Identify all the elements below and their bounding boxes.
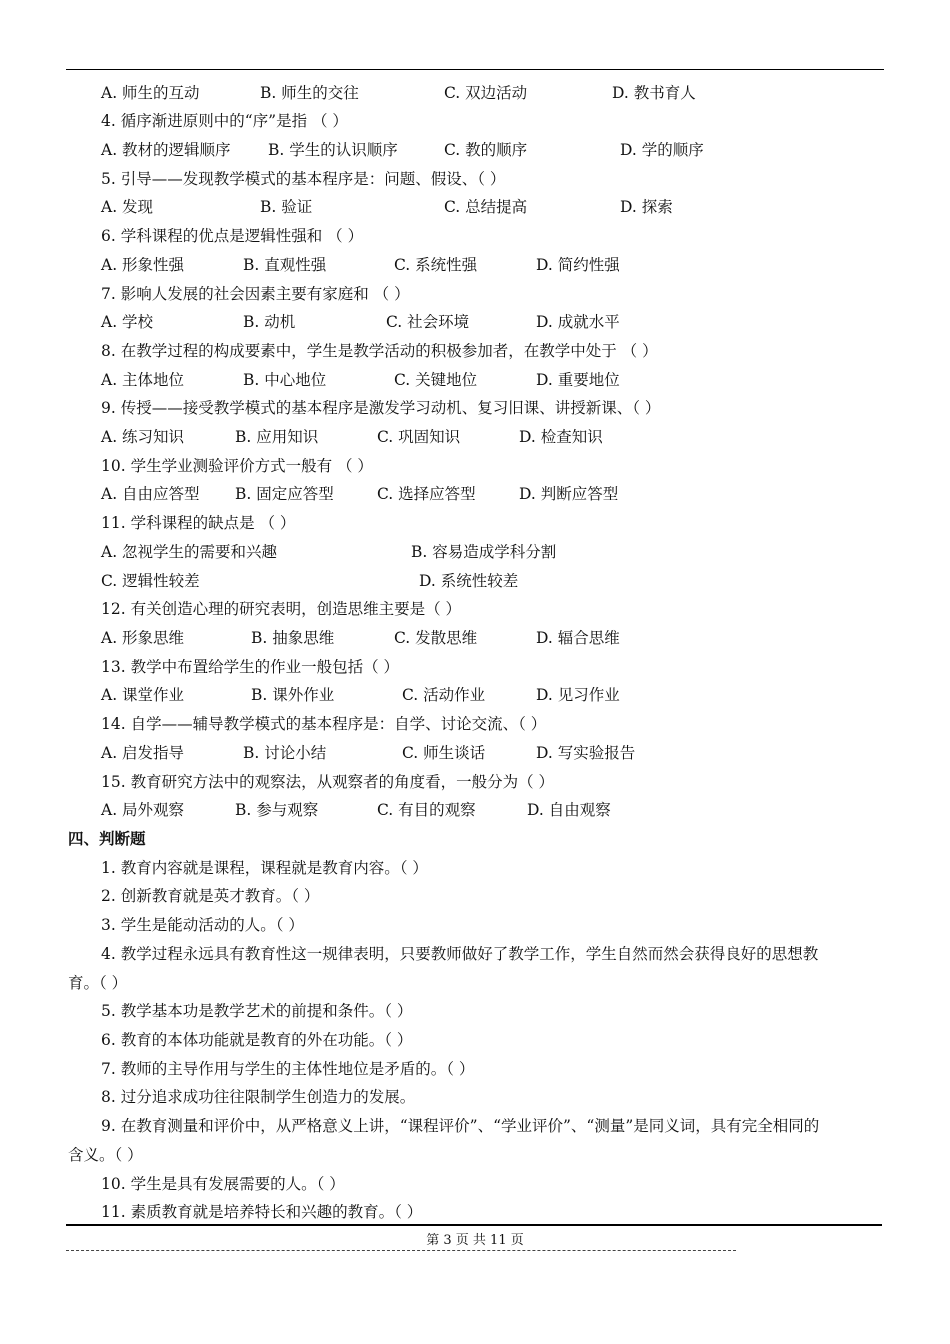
answer-option: B. 中心地位 (243, 371, 327, 389)
answer-option: A. 形象性强 (101, 256, 185, 274)
question-text: 10. 学生学业测验评价方式一般有 （ ） (101, 457, 373, 475)
answer-option: B. 参与观察 (235, 801, 319, 819)
cut-line (66, 1250, 736, 1251)
answer-option: C. 师生谈话 (402, 744, 486, 762)
question-text: 15. 教育研究方法中的观察法，从观察者的角度看，一般分为（ ） (101, 773, 555, 791)
question-text: 11. 学科课程的缺点是 （ ） (101, 514, 296, 532)
question-text: 2. 创新教育就是英才教育。（ ） (101, 887, 320, 905)
answer-option: A. 主体地位 (101, 371, 185, 389)
answer-option: D. 写实验报告 (536, 744, 636, 762)
answer-option: A. 形象思维 (101, 629, 185, 647)
answer-option: A. 学校 (101, 313, 154, 331)
header-rule (66, 69, 884, 70)
answer-option: B. 应用知识 (235, 428, 319, 446)
answer-option: D. 重要地位 (536, 371, 620, 389)
answer-option: B. 动机 (243, 313, 296, 331)
answer-option: C. 巩固知识 (377, 428, 461, 446)
answer-option: B. 讨论小结 (243, 744, 327, 762)
answer-option: B. 学生的认识顺序 (268, 141, 398, 159)
question-text: 4. 循序渐进原则中的“序”是指 （ ） (101, 112, 348, 130)
answer-option: C. 总结提高 (444, 198, 528, 216)
section-heading: 四、判断题 (68, 829, 146, 848)
answer-option: D. 学的顺序 (620, 141, 704, 159)
answer-option: B. 抽象思维 (251, 629, 335, 647)
answer-option: D. 辐合思维 (536, 629, 620, 647)
question-text: 1. 教育内容就是课程，课程就是教育内容。（ ） (101, 859, 428, 877)
answer-option: D. 自由观察 (527, 801, 611, 819)
question-text: 6. 学科课程的优点是逻辑性强和 （ ） (101, 227, 364, 245)
question-text: 5. 教学基本功是教学艺术的前提和条件。（ ） (101, 1002, 413, 1020)
answer-option: D. 见习作业 (536, 686, 620, 704)
answer-option: C. 活动作业 (402, 686, 486, 704)
question-text: 13. 教学中布置给学生的作业一般包括（ ） (101, 658, 400, 676)
answer-option: A. 局外观察 (101, 801, 185, 819)
answer-option: D. 系统性较差 (419, 572, 519, 590)
question-text: 7. 影响人发展的社会因素主要有家庭和 （ ） (101, 285, 410, 303)
answer-option: C. 选择应答型 (377, 485, 476, 503)
question-text: 5. 引导——发现教学模式的基本程序是：问题、假设、（ ） (101, 170, 506, 188)
answer-option: A. 课堂作业 (101, 686, 185, 704)
answer-option: D. 教书育人 (612, 84, 696, 102)
question-text: 3. 学生是能动活动的人。（ ） (101, 916, 304, 934)
answer-option: A. 启发指导 (101, 744, 185, 762)
answer-option: C. 发散思维 (394, 629, 478, 647)
answer-option: D. 简约性强 (536, 256, 620, 274)
answer-option: D. 探索 (620, 198, 673, 216)
answer-option: C. 系统性强 (394, 256, 478, 274)
question-text: 育。（ ） (68, 974, 128, 992)
answer-option: C. 社会环境 (386, 313, 470, 331)
question-text: 14. 自学——辅导教学模式的基本程序是：自学、讨论交流、（ ） (101, 715, 547, 733)
answer-option: C. 教的顺序 (444, 141, 528, 159)
page-footer (0, 1233, 950, 1249)
question-text: 7. 教师的主导作用与学生的主体性地位是矛盾的。（ ） (101, 1060, 475, 1078)
answer-option: D. 成就水平 (536, 313, 620, 331)
question-text: 9. 传授——接受教学模式的基本程序是激发学习动机、复习旧课、讲授新课、（ ） (101, 399, 661, 417)
question-text: 8. 在教学过程的构成要素中，学生是教学活动的积极参加者，在教学中处于 （ ） (101, 342, 658, 360)
answer-option: B. 师生的交往 (260, 84, 359, 102)
answer-option: B. 课外作业 (251, 686, 335, 704)
answer-option: C. 双边活动 (444, 84, 528, 102)
answer-option: C. 关键地位 (394, 371, 478, 389)
answer-option: A. 发现 (101, 198, 154, 216)
answer-option: A. 忽视学生的需要和兴趣 (101, 543, 278, 561)
answer-option: A. 教材的逻辑顺序 (101, 141, 231, 159)
answer-option: C. 有目的观察 (377, 801, 476, 819)
answer-option: A. 练习知识 (101, 428, 185, 446)
answer-option: B. 固定应答型 (235, 485, 334, 503)
answer-option: C. 逻辑性较差 (101, 572, 200, 590)
question-text: 12. 有关创造心理的研究表明，创造思维主要是（ ） (101, 600, 462, 618)
question-text: 11. 素质教育就是培养特长和兴趣的教育。（ ） (101, 1203, 423, 1221)
answer-option: D. 判断应答型 (519, 485, 619, 503)
question-text: 10. 学生是具有发展需要的人。（ ） (101, 1175, 345, 1193)
answer-option: D. 检查知识 (519, 428, 603, 446)
answer-option: A. 师生的互动 (101, 84, 200, 102)
question-text: 4. 教学过程永远具有教育性这一规律表明，只要教师做好了教学工作，学生自然而然会获得良好的思想教 (101, 945, 819, 963)
question-text: 含义。（ ） (68, 1146, 143, 1164)
answer-option: B. 验证 (260, 198, 313, 216)
answer-option: B. 直观性强 (243, 256, 327, 274)
question-text: 8. 过分追求成功往往限制学生创造力的发展。 (101, 1088, 416, 1106)
question-text: 9. 在教育测量和评价中，从严格意义上讲，“课程评价”、“学业评价”、“测量”是同义词，具有完全相同的 (101, 1117, 820, 1135)
answer-option: B. 容易造成学科分割 (411, 543, 557, 561)
footer-rule (66, 1224, 882, 1226)
question-text: 6. 教育的本体功能就是教育的外在功能。（ ） (101, 1031, 413, 1049)
page-number: 第 3 页 共 11 页 (426, 1233, 524, 1248)
answer-option: A. 自由应答型 (101, 485, 200, 503)
